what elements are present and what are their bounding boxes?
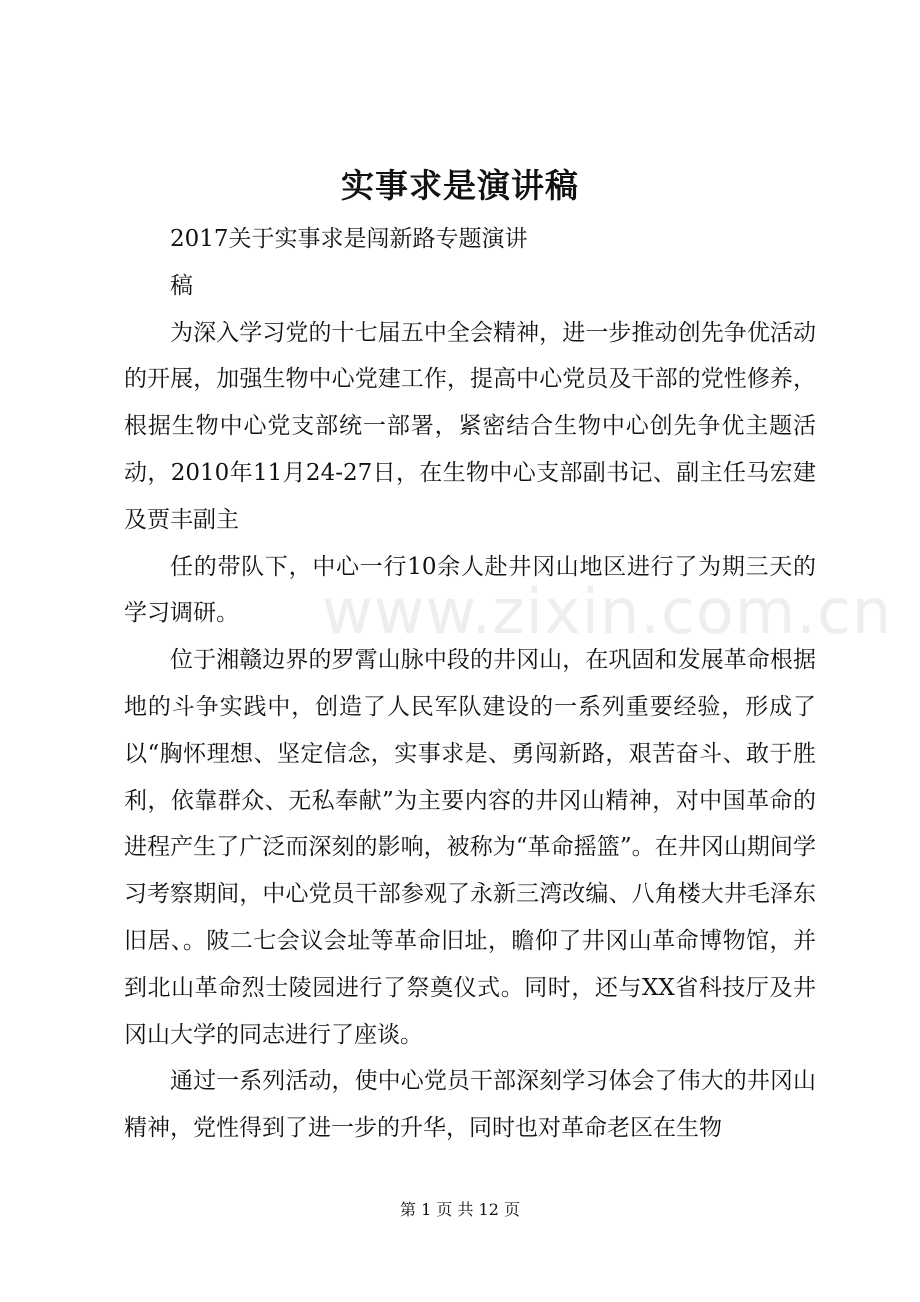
page-footer — [0, 1198, 920, 1222]
document-body — [124, 216, 816, 1152]
watermark: www.zixin.com.cn — [322, 575, 893, 648]
subtitle-line-1: 2017关于实事求是闯新路专题演讲 — [170, 226, 528, 252]
paragraph-2: 任的带队下，中心一行10余人赴井冈山地区进行了为期三天的学习调研。 — [124, 553, 816, 627]
document-title: 实事求是演讲稿 — [341, 166, 579, 205]
paragraph-1: 为深入学习党的十七届五中全会精神，进一步推动创先争优活动的开展，加强生物中心党建工作，提高中心党员及干部的党性修养，根据生物中心党支部统一部署，紧密结合生物中心创先争优主题活动，2010年11月24-27日，在生物中心支部副书记、副主任马宏建及贾丰副主 — [124, 319, 816, 533]
paragraph-3: 位于湘赣边界的罗霄山脉中段的井冈山，在巩固和发展革命根据地的斗争实践中，创造了人民军队建设的一系列重要经验，形成了以“胸怀理想、坚定信念，实事求是、勇闯新路，艰苦奋斗、敢于胜利，依靠群众、无私奉献”为主要内容的井冈山精神，对中国革命的进程产生了广泛而深刻的影响，被称为“革命摇篮”。在井冈山期间学习考察期间，中心党员干部参观了永新三湾改编、八角楼大井毛泽东旧居、。陂二七会议会址等革命旧址，瞻仰了井冈山革命博物馆，并到北山革命烈士陵园进行了祭奠仪式。同时，还与XX省科技厅及井冈山大学的同志进行了座谈。 — [124, 647, 816, 1048]
subtitle-line-2: 稿 — [170, 272, 193, 299]
page-number: 第 1 页 共 12 页 — [400, 1200, 520, 1219]
paragraph-4: 通过一系列活动，使中心党员干部深刻学习体会了伟大的井冈山精神，党性得到了进一步的升华，同时也对革命老区在生物 — [124, 1068, 816, 1142]
